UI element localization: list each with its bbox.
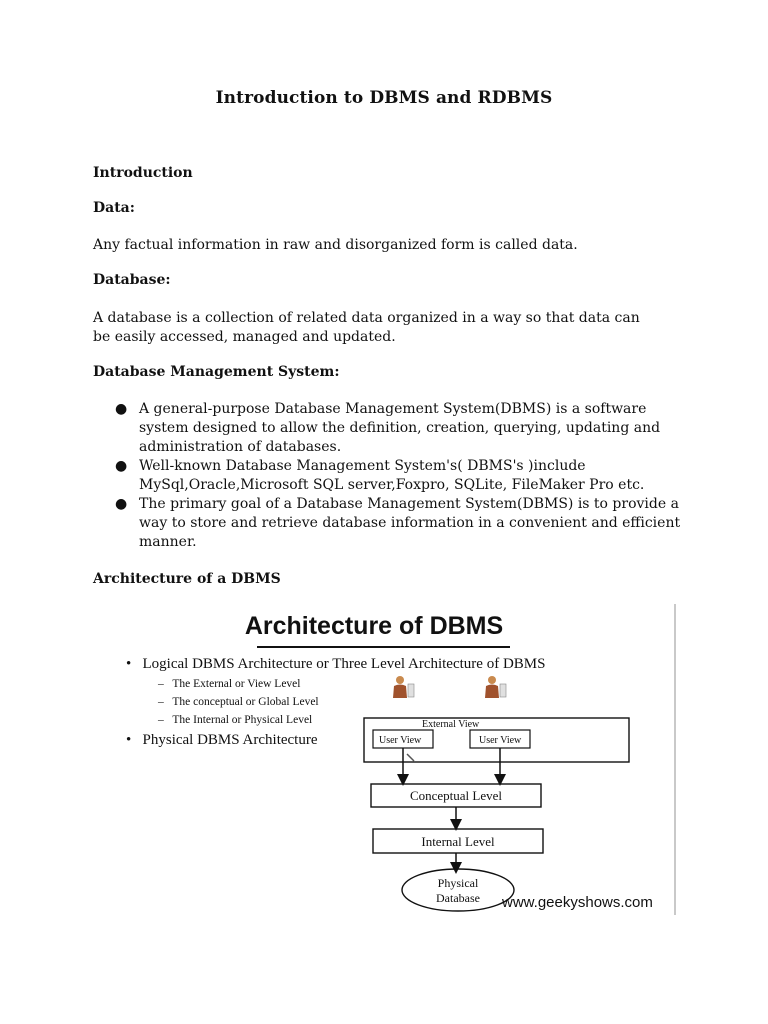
dbms-heading: Database Management System: (93, 364, 340, 380)
user-view-label-2: User View (479, 735, 522, 746)
physical-database-label: Database (436, 891, 480, 905)
bullet-icon: ● (115, 458, 128, 474)
pencil-icon (407, 754, 414, 761)
figure-bullet-text: Logical DBMS Architecture or Three Level Architecture of DBMS (142, 656, 546, 672)
list-item-line: MySql,Oracle,Microsoft SQL server,Foxpro, SQLite, FileMaker Pro etc. (139, 477, 645, 493)
figure-sub-bullet: – The Internal or Physical Level (158, 714, 313, 726)
user-view-label-1: User View (379, 735, 422, 746)
watermark: www.geekyshows.com (502, 894, 653, 911)
list-item-line: The primary goal of a Database Management System(DBMS) is to provide a (139, 496, 679, 512)
physical-database-label: Physical (437, 876, 479, 890)
data-definition: Any factual information in raw and disorganized form is called data. (93, 237, 578, 253)
list-item-line: Well-known Database Management System's( DBMS's )include (139, 458, 586, 474)
figure-title: Architecture of DBMS (244, 612, 504, 640)
figure-bullet-text: Physical DBMS Architecture (142, 732, 318, 748)
list-item (93, 400, 693, 457)
bullet-icon: ● (115, 496, 128, 512)
list-item (93, 457, 693, 495)
document-title: Introduction to DBMS and RDBMS (215, 88, 553, 108)
figure-sub-bullet-text: The Internal or Physical Level (172, 714, 313, 726)
figure-bullet: • Physical DBMS Architecture (126, 732, 318, 748)
list-item (93, 495, 693, 552)
figure-sub-bullet-text: The conceptual or Global Level (172, 696, 319, 708)
figure-sub-bullet: – The conceptual or Global Level (158, 696, 319, 708)
figure-sub-bullet-text: The External or View Level (172, 678, 301, 690)
user-icon (393, 676, 414, 698)
conceptual-level-label: Conceptual Level (409, 788, 503, 803)
database-definition (93, 309, 683, 347)
list-item-line: A general-purpose Database Management System(DBMS) is a software (139, 401, 647, 417)
internal-level-label: Internal Level (421, 834, 495, 849)
database-heading: Database: (93, 272, 171, 288)
external-view-label: External View (422, 719, 480, 730)
database-definition-line: be easily accessed, managed and updated. (93, 329, 396, 345)
architecture-figure (94, 604, 676, 915)
architecture-diagram (94, 604, 676, 915)
list-item-line: system designed to allow the definition, creation, querying, updating and (139, 420, 661, 436)
user-icon (485, 676, 506, 698)
database-definition-line: A database is a collection of related data organized in a way so that data can (93, 310, 640, 326)
list-item-line: way to store and retrieve database information in a convenient and efficient (139, 515, 681, 531)
list-item-line: manner. (139, 534, 197, 550)
dbms-bullet-list (93, 400, 693, 552)
list-item-line: administration of databases. (139, 439, 342, 455)
data-heading: Data: (93, 200, 135, 216)
figure-sub-bullet: – The External or View Level (158, 678, 301, 690)
figure-bullet: • Logical DBMS Architecture or Three Level Architecture of DBMS (126, 656, 546, 672)
introduction-heading: Introduction (93, 165, 193, 181)
bullet-icon: ● (115, 401, 128, 417)
architecture-heading: Architecture of a DBMS (93, 571, 281, 587)
